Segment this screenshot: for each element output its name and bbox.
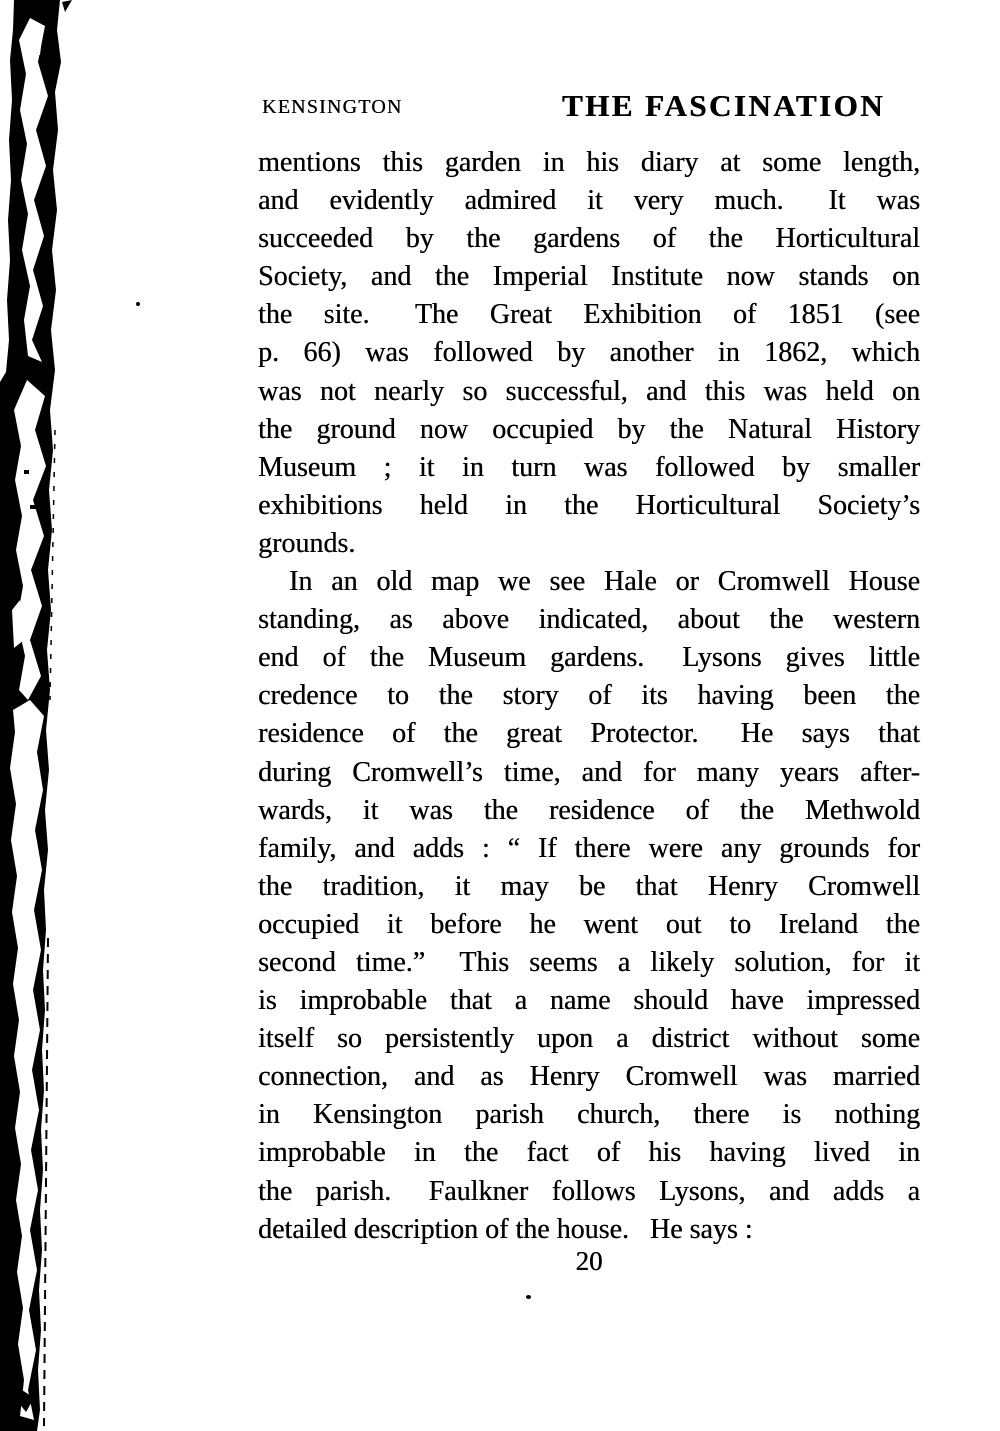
text-line: and evidently admired it very much. It was xyxy=(258,185,920,217)
text-line: the site. The Great Exhibition of 1851 (see xyxy=(258,299,920,331)
text-line: wards, it was the residence of the Methwold xyxy=(258,794,920,826)
text-line: residence of the great Protector. He says that xyxy=(258,718,920,750)
page-number: 20 xyxy=(575,1246,603,1276)
text-line: detailed description of the house. He says : xyxy=(258,1213,753,1245)
body-text xyxy=(258,144,920,1249)
text-line: exhibitions held in the Horticultural Society’s xyxy=(258,489,920,521)
text-line: connection, and as Henry Cromwell was married xyxy=(258,1061,920,1093)
text-line: the ground now occupied by the Natural History xyxy=(258,413,920,445)
running-head-title: THE FASCINATION xyxy=(561,88,885,123)
running-head-section: KENSINGTON xyxy=(262,96,403,118)
text-line: the parish. Faulkner follows Lysons, and adds a xyxy=(258,1175,920,1207)
text-line: grounds. xyxy=(258,527,356,559)
text-line: Society, and the Imperial Institute now stands on xyxy=(258,261,920,293)
text-line: was not nearly so successful, and this was held on xyxy=(258,375,920,407)
text-line: improbable in the fact of his having lived in xyxy=(258,1137,920,1169)
scan-speck xyxy=(526,1295,531,1299)
text-line: Museum ; it in turn was followed by smaller xyxy=(258,451,920,483)
text-line: family, and adds : “ If there were any grounds for xyxy=(258,832,920,864)
text-line: is improbable that a name should have impressed xyxy=(258,985,920,1017)
text-line: during Cromwell’s time, and for many years after- xyxy=(258,756,920,788)
text-line: In an old map we see Hale or Cromwell House xyxy=(289,566,920,598)
text-line: itself so persistently upon a district without some xyxy=(258,1023,920,1055)
text-line: second time.” This seems a likely solution, for it xyxy=(258,946,920,978)
text-line: mentions this garden in his diary at some length, xyxy=(258,147,920,178)
text-line: standing, as above indicated, about the western xyxy=(258,604,920,636)
book-binding-scan-artifact xyxy=(0,0,78,1431)
text-line: credence to the story of its having been the xyxy=(258,680,920,712)
scan-speck xyxy=(136,302,140,306)
text-line: occupied it before he went out to Ireland the xyxy=(258,908,920,940)
text-line: end of the Museum gardens. Lysons gives little xyxy=(258,642,920,674)
text-line: the tradition, it may be that Henry Cromwell xyxy=(258,870,920,902)
text-line: p. 66) was followed by another in 1862, which xyxy=(258,337,920,369)
text-line: in Kensington parish church, there is nothing xyxy=(258,1099,920,1131)
text-line: succeeded by the gardens of the Horticultural xyxy=(258,223,920,255)
